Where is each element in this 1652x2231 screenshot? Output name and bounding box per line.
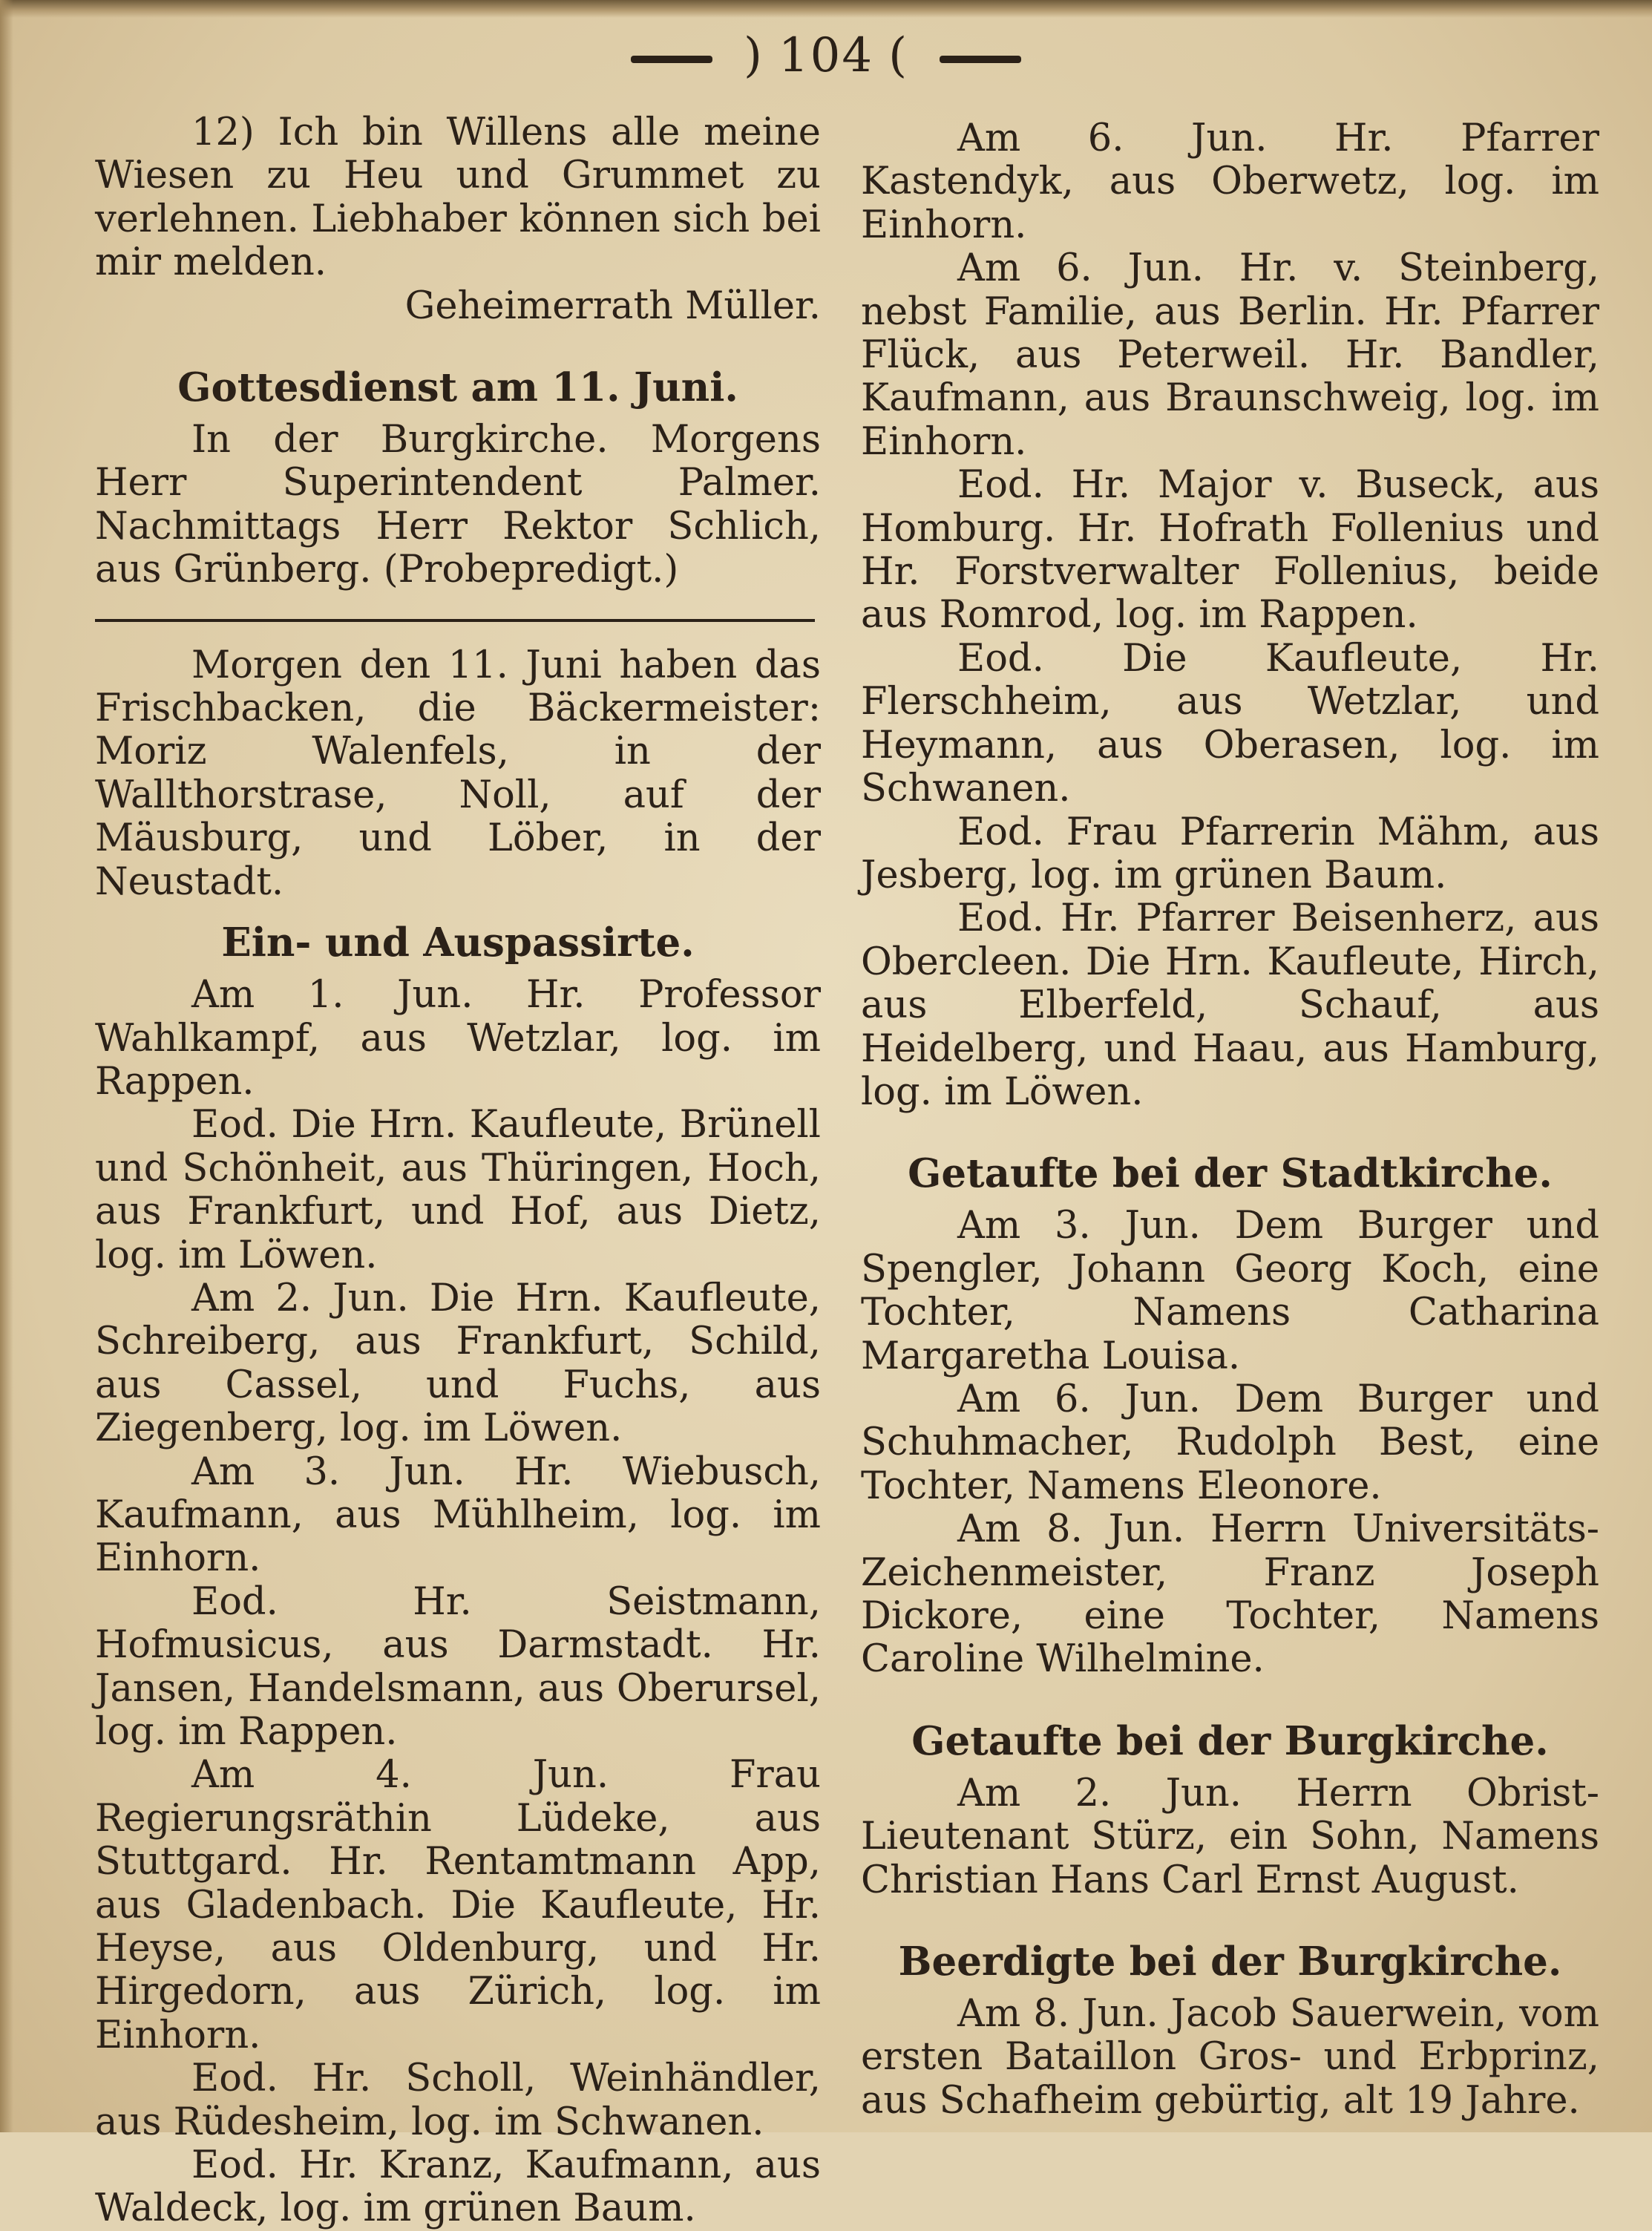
header-right-dash [940, 56, 1021, 63]
traveler-entry: Eod. Hr. Kranz, Kaufmann, aus Waldeck, log. im grünen Baum. [95, 2143, 821, 2231]
page-top-edge [0, 0, 1652, 18]
traveler-entry: Eod. Hr. Major v. Buseck, aus Homburg. Hr. Hofrath Follenius und Hr. Forstverwalter Follenius, beide aus Romrod, log. im Rappen. [861, 463, 1599, 638]
traveler-entry: Eod. Die Hrn. Kaufleute, Brünell und Schönheit, aus Thüringen, Hoch, aus Frankfurt, und Hof, aus Dietz, log. im Löwen. [95, 1103, 821, 1277]
header-left-dash [631, 56, 712, 63]
right-column [861, 117, 1599, 2123]
traveler-entry: Am 3. Jun. Hr. Wiebusch, Kaufmann, aus Mühlheim, log. im Einhorn. [95, 1449, 821, 1581]
worship-heading: Gottesdienst am 11. Juni. [177, 364, 738, 411]
traveler-entry: Am 1. Jun. Hr. Professor Wahlkampf, aus Wetzlar, log. im Rappen. [95, 973, 821, 1104]
baptism-entry: Am 2. Jun. Herrn Obrist-Lieutenant Stürz, ein Sohn, Namens Christian Hans Carl Ernst August. [861, 1771, 1599, 1902]
divider-rule [95, 619, 815, 622]
bakers-notice: Morgen den 11. Juni haben das Frischbacken, die Bäckermeister: Moriz Walenfels, in der Wallthorstrase, Noll, auf der Mäusburg, und Löber, in der Neustadt. [95, 643, 821, 904]
baptized-stadt-heading: Getaufte bei der Stadtkirche. [908, 1150, 1553, 1197]
traveler-entry: Eod. Hr. Scholl, Weinhändler, aus Rüdesheim, log. im Schwanen. [95, 2057, 821, 2144]
left-column [95, 111, 821, 2231]
travelers-heading: Ein- und Auspassirte. [221, 920, 695, 966]
page-left-edge [0, 0, 13, 2132]
buried-burg-heading: Beerdigte bei der Burgkirche. [898, 1939, 1562, 1985]
traveler-entry: Eod. Hr. Seistmann, Hofmusicus, aus Darmstadt. Hr. Jansen, Handelsmann, aus Oberursel, log. im Rappen. [95, 1579, 821, 1754]
traveler-entry: Eod. Frau Pfarrerin Mähm, aus Jesberg, log. im grünen Baum. [861, 810, 1599, 897]
traveler-entry: Am 2. Jun. Die Hrn. Kaufleute, Schreiberg, aus Frankfurt, Schild, aus Cassel, und Fuchs, aus Ziegenberg, log. im Löwen. [95, 1276, 821, 1451]
traveler-entry: Eod. Hr. Pfarrer Beisenherz, aus Obercleen. Die Hrn. Kaufleute, Hirch, aus Elberfeld, Schauf, aus Heidelberg, und Haau, aus Hamburg, log. im Löwen. [861, 897, 1599, 1114]
baptized-burg-heading: Getaufte bei der Burgkirche. [911, 1717, 1549, 1764]
header-left-paren: ) [743, 28, 764, 83]
baptism-entry: Am 6. Jun. Dem Burger und Schuhmacher, Rudolph Best, eine Tochter, Namens Eleonore. [861, 1377, 1599, 1508]
notice-12 [95, 111, 821, 328]
baptism-entry: Am 8. Jun. Herrn Universitäts-Zeichenmeister, Franz Joseph Dickore, eine Tochter, Namens Caroline Wilhelmine. [861, 1507, 1599, 1682]
baptism-entry: Am 3. Jun. Dem Burger und Spengler, Johann Georg Koch, eine Tochter, Namens Catharina Margaretha Louisa. [861, 1204, 1599, 1378]
page-number: 104 [778, 28, 874, 83]
burial-entry: Am 8. Jun. Jacob Sauerwein, vom ersten Bataillon Gros- und Erbprinz, aus Schafheim gebürtig, alt 19 Jahre. [861, 1992, 1599, 2123]
notice-12-signature: Geheimerrath Müller. [404, 284, 821, 328]
notice-12-text: 12) Ich bin Willens alle meine Wiesen zu Heu und Grummet zu verlehnen. Liebhaber können sich bei mir melden. [95, 111, 821, 285]
traveler-entry: Am 6. Jun. Hr. Pfarrer Kastendyk, aus Oberwetz, log. im Einhorn. [861, 117, 1599, 247]
header-right-paren: ( [888, 28, 909, 83]
page-header [0, 28, 1652, 83]
traveler-entry: Eod. Die Kaufleute, Hr. Flerschheim, aus Wetzlar, und Heymann, aus Oberasen, log. im Schwanen. [861, 636, 1599, 811]
worship-text: In der Burgkirche. Morgens Herr Superintendent Palmer. Nachmittags Herr Rektor Schlich, aus Grünberg. (Probepredigt.) [95, 418, 821, 592]
traveler-entry: Am 4. Jun. Frau Regierungsräthin Lüdeke, aus Stuttgard. Hr. Rentamtmann App, aus Gladenbach. Die Kaufleute, Hr. Heyse, aus Oldenburg, und Hr. Hirgedorn, aus Zürich, log. im Einhorn. [95, 1753, 821, 2057]
traveler-entry: Am 6. Jun. Hr. v. Steinberg, nebst Familie, aus Berlin. Hr. Pfarrer Flück, aus Peterweil. Hr. Bandler, Kaufmann, aus Braunschweig, log. im Einhorn. [861, 246, 1599, 464]
